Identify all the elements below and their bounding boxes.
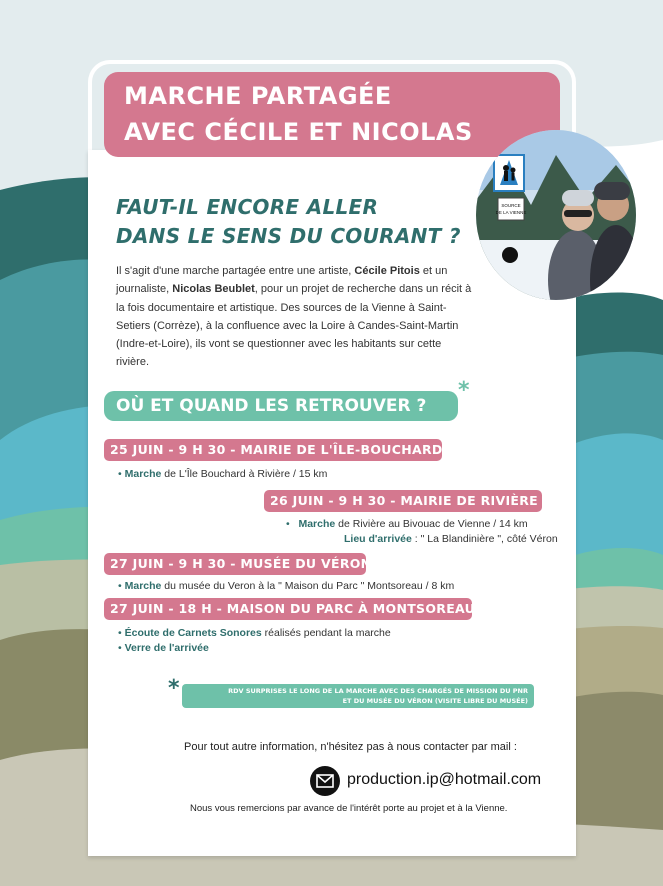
thanks-text: Nous vous remercions par avance de l'intérêt porte au projet et à la Vienne. <box>190 803 508 814</box>
title-line-2: AVEC CÉCILE ET NICOLAS <box>124 118 473 146</box>
event-1-item-1-text: de L'Île Bouchard à Rivière / 15 km <box>161 468 328 480</box>
event-1-item-1-bold: Marche <box>124 468 162 480</box>
event-4-item-2: • Verre de l'arrivée <box>118 642 209 654</box>
event-3-item-1-bold: Marche <box>124 580 162 592</box>
event-3-header: 27 JUIN - 9 H 30 - MUSÉE DU VÉRON <box>104 553 366 575</box>
event-2-item-2-bold: Lieu d'arrivée <box>344 533 412 545</box>
contact-email[interactable]: production.ip@hotmail.com <box>347 771 542 788</box>
event-2-item-1: • Marche de Rivière au Bivouac de Vienne / 14 km <box>286 518 528 530</box>
event-2-item-2 <box>344 533 558 545</box>
note-line-2: ET DU MUSÉE DU VÉRON (VISITE LIBRE DU MUSÉE) <box>342 697 528 705</box>
heading-asterisk: * <box>458 378 470 403</box>
event-4-item-1-bold: Écoute de Carnets Sonores <box>124 627 262 639</box>
event-4-item-2-bold: Verre de l'arrivée <box>124 642 209 654</box>
mail-icon <box>310 766 340 796</box>
event-2-item-1-text: de Rivière au Bivouac de Vienne / 14 km <box>335 518 528 530</box>
sign-text-line-1: SOURCE <box>501 203 521 208</box>
event-2-header: 26 JUIN - 9 H 30 - MAIRIE DE RIVIÈRE <box>264 490 542 512</box>
walkers-photo <box>476 130 636 300</box>
question-line-1: FAUT-IL ENCORE ALLER <box>116 195 379 219</box>
event-2-item-2-text: : " La Blandinière ", côté Véron <box>411 533 558 545</box>
event-3-item-1: • Marche du musée du Veron à la " Maison du Parc " Montsoreau / 8 km <box>118 580 455 592</box>
title-line-1: MARCHE PARTAGÉE <box>124 82 392 110</box>
intro-text-3: , pour un projet de recherche dans un récit à la fois documentaire et artistique. Des sources de la Vienne à Saint-Setiers (Corrèze), à la confluence avec la Loire à Candes-Saint-Martin (Indre-et-Loire), ils vont se questionner avec les habitants sur cette rivière. <box>116 283 472 369</box>
intro-text-2: et un journaliste, <box>116 265 448 296</box>
sign-text-line-2: DE LA VIENNE <box>495 210 527 215</box>
intro-paragraph <box>116 262 476 372</box>
journalist-name: Nicolas Beublet <box>172 283 255 296</box>
question-line-2: DANS LE SENS DU COURANT ? <box>116 224 461 248</box>
event-1-item-1: • Marche de L'Île Bouchard à Rivière / 15 km <box>118 468 328 480</box>
event-2-item-1-bold: Marche <box>298 518 336 530</box>
event-4-header: 27 JUIN - 18 H - MAISON DU PARC À MONTSOREAU <box>104 598 472 620</box>
where-when-heading: OÙ ET QUAND LES RETROUVER ? <box>104 391 458 421</box>
title-banner <box>104 72 560 157</box>
contact-intro: Pour tout autre information, n'hésitez pas à nous contacter par mail : <box>184 741 517 753</box>
event-4-item-1-text: réalisés pendant la marche <box>261 627 391 639</box>
note-asterisk: * <box>168 676 180 701</box>
event-1-header: 25 JUIN - 9 H 30 - MAIRIE DE L'ÎLE-BOUCHARD <box>104 439 442 461</box>
note-line-1: RDV SURPRISES LE LONG DE LA MARCHE AVEC DES CHARGÉS DE MISSION DU PNR <box>228 687 528 695</box>
intro-text-1: Il s'agit d'une marche partagée entre une artiste, <box>116 265 355 277</box>
artist-name: Cécile Pitois <box>354 265 420 277</box>
event-3-item-1-text: du musée du Veron à la " Maison du Parc " Montsoreau / 8 km <box>161 580 455 592</box>
surprise-note-box <box>182 684 534 708</box>
event-4-item-1: • Écoute de Carnets Sonores réalisés pendant la marche <box>118 627 391 639</box>
